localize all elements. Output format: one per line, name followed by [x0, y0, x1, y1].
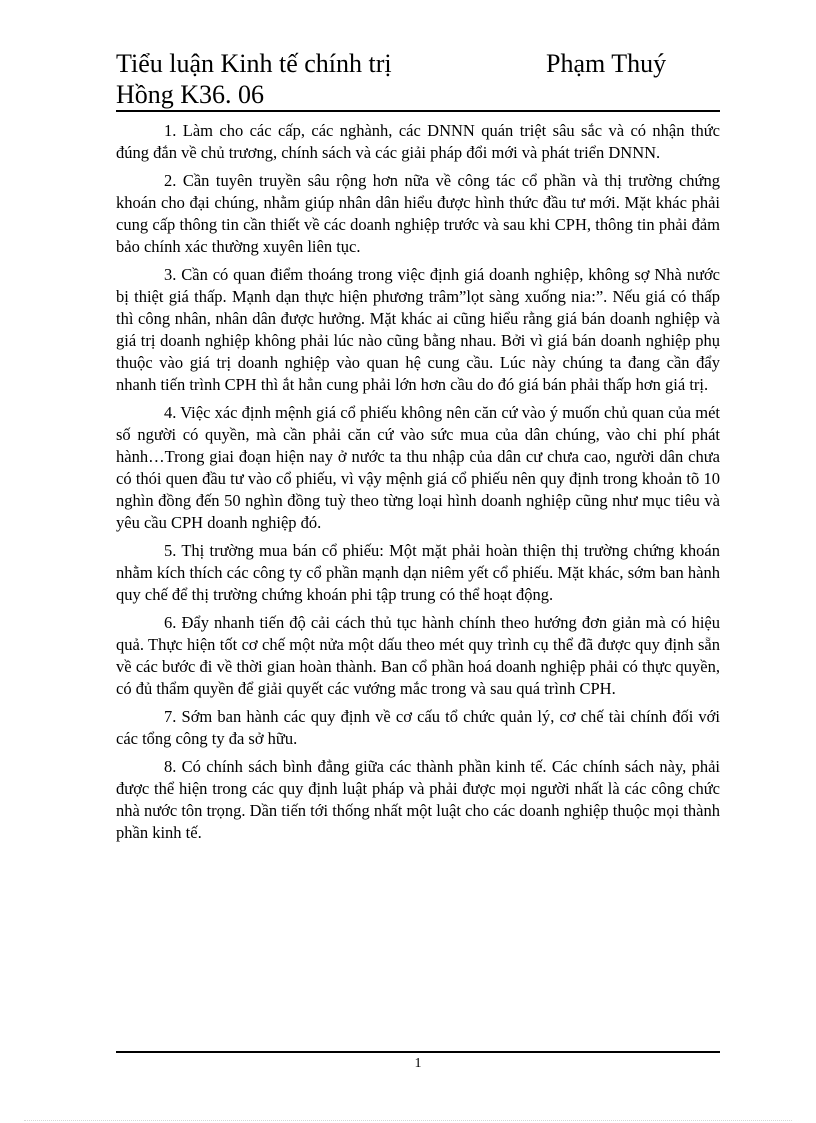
paragraph-6: 6. Đẩy nhanh tiến độ cải cách thủ tục hành chính theo hướng đơn giản mà có hiệu quả. Thực hiện tốt cơ chế một nửa một dấu theo mét quy trình cụ thể đã được quy định sẵn về các bước đi về thời gian hoàn thành. Ban cổ phần hoá doanh nghiệp phải có thực quyền, có đủ thẩm quyền để giải quyết các vướng mắc trong và sau quá trình CPH.: [116, 613, 720, 698]
document-body: [116, 120, 720, 850]
paragraph-1: 1. Làm cho các cấp, các nghành, các DNNN quán triệt sâu sắc và có nhận thức đúng đắn về chủ trương, chính sách và các giải pháp đổi mới và phát triển DNNN.: [116, 121, 720, 162]
paragraph-7: 7. Sớm ban hành các quy định về cơ cấu tổ chức quản lý, cơ chế tài chính đối với các tổng công ty đa sở hữu.: [116, 707, 720, 748]
author-name-part-1: Phạm Thuý: [546, 49, 667, 78]
paragraph-4: 4. Việc xác định mệnh giá cổ phiếu không nên căn cứ vào ý muốn chủ quan của mét số người có quyền, mà cần phải căn cứ vào sức mua của dân chúng, vào chi phí phát hành…Trong giai đoạn hiện nay ở nước ta thu nhập của dân cư chưa cao, người dân chưa có thói quen đầu tư vào cổ phiếu, vì vậy mệnh giá cổ phiếu nên quy định trong khoản tõ 10 nghìn đồng đến 50 nghìn đồng tuỳ theo từng loại hình doanh nghiệp cũng như mục tiêu và yêu cầu CPH doanh nghiệp đó.: [116, 403, 720, 532]
paragraph-5: 5. Thị trường mua bán cổ phiếu: Một mặt phải hoàn thiện thị trường chứng khoán nhằm kích thích các công ty cổ phần mạnh dạn niêm yết cổ phiếu. Mặt khác, sớm ban hành quy chế để thị trường chứng khoán phi tập trung có thể hoạt động.: [116, 541, 720, 604]
author-name-part-2: Hồng K36. 06: [116, 80, 265, 109]
page-number: 1: [414, 1056, 422, 1071]
header-line-1: [116, 48, 720, 79]
header-divider: [116, 110, 720, 112]
paragraph-2: 2. Cần tuyên truyền sâu rộng hơn nữa về công tác cổ phần và thị trường chứng khoán cho đại chúng, nhằm giúp nhân dân hiểu được hình thức đầu tư mới. Mặt khác phải cung cấp thông tin cần thiết về các doanh nghiệp trước và sau khi CPH, thông tin phải đảm bảo chính xác thường xuyên liên tục.: [116, 171, 720, 256]
page-header: [116, 48, 720, 110]
footer-divider: [116, 1051, 720, 1053]
paragraph-3: 3. Cần có quan điểm thoáng trong việc định giá doanh nghiệp, không sợ Nhà nước bị thiệt giá thấp. Mạnh dạn thực hiện phương trâm”lọt sàng xuống nia:”. Nếu giá có thấp thì công nhân, nhân dân được hưởng. Mặt khác ai cũng hiểu rằng giá bán doanh nghiệp và giá trị doanh nghiệp không phải lúc nào cũng bằng nhau. Bởi vì giá bán doanh nghiệp phụ thuộc vào giá trị doanh nghiệp vào quan hệ cung cầu. Lúc này chúng ta đang cần đẩy nhanh tiến trình CPH thì ắt hẳn cung phải lớn hơn cầu do đó giá bán phải thấp hơn giá trị.: [116, 265, 720, 394]
document-title: Tiểu luận Kinh tế chính trị: [116, 49, 392, 78]
paragraph-8: 8. Có chính sách bình đẳng giữa các thành phần kinh tế. Các chính sách này, phải được thể hiện trong các quy định luật pháp và phải được mọi người nhất là các công chức nhà nước tôn trọng. Dần tiến tới thống nhất một luật cho các doanh nghiệp thuộc mọi thành phần kinh tế.: [116, 757, 720, 842]
page-edge-line: [24, 1120, 792, 1121]
